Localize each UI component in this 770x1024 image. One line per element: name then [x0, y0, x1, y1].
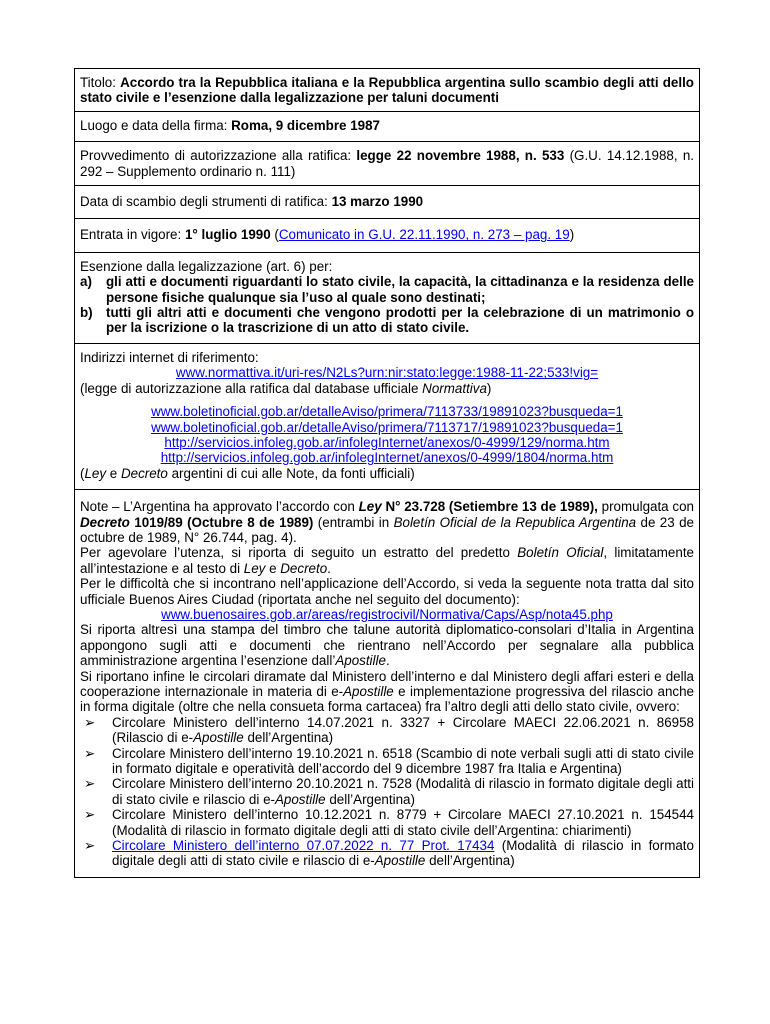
note-text: Per agevolare l’utenza, si riporta di seguito un estratto del predetto [80, 545, 518, 561]
normattiva-link[interactable]: www.normattiva.it/uri-res/N2Ls?urn:nir:stato:legge:1988-11-22;533!vig= [175, 365, 599, 381]
circular-text: Circolare Ministero dell’interno 19.10.2021 n. 6518 (Scambio di note verbali sugli atti di stato civile in formato digitale e operatività dell’accordo del 9 dicembre 1987 fra Italia e Argentina) [112, 745, 694, 777]
note-text: argentini di cui alle Note, da fonti ufficiali) [167, 465, 415, 481]
exemption-cell [75, 252, 700, 343]
entry-close: ) [569, 227, 575, 243]
note-text-italic: Normattiva [422, 380, 487, 396]
place-label: Luogo e data della firma: [80, 117, 232, 133]
item-text: tutti gli altri atti e documenti che vengono prodotti per la celebrazione di un matrimonio o per la iscrizione o la trascrizione di un atto di stato civile. [106, 305, 694, 336]
note-text-italic: Ley [243, 560, 266, 576]
entry-row [75, 219, 700, 252]
title-cell [75, 69, 700, 112]
entry-gazette-link[interactable]: Comunicato in G.U. 22.11.1990, n. 273 – pag. 19 [278, 227, 570, 243]
authorization-suffix: (G.U. 14.12.1988, n. 292 – Supplemento ordinario n. 111) [80, 148, 694, 179]
arrow-bullet-icon: ➢ [84, 714, 96, 730]
note-text: Note – L’Argentina ha approvato l’accordo con [80, 499, 359, 515]
links-intro: Indirizzi internet di riferimento: [80, 349, 259, 365]
exchange-cell [75, 186, 700, 219]
entry-cell [75, 219, 700, 252]
note-text-italic: Apostille [193, 730, 244, 746]
note-paragraph-5 [80, 669, 694, 715]
entry-label: Entrata in vigore: [80, 227, 185, 243]
circular-link[interactable]: Circolare Ministero dell’interno 07.07.2022 n. 77 Prot. 17434 [112, 838, 495, 854]
list-item [80, 715, 694, 746]
note-text: e implementazione progressiva del rilascio anche in forma digitale (oltre che nella consueta forma cartacea) fra l’altro degli atti dello stato civile, ovvero: [80, 684, 694, 715]
note-text: , limitatamente all’intestazione e al testo di [80, 545, 694, 576]
authorization-value: legge 22 novembre 1988, n. 533 [356, 148, 565, 164]
title-value: Accordo tra la Repubblica italiana e la Repubblica argentina sullo scambio degli atti dello stato civile e l’esenzione dalla legalizzazione per taluni documenti [80, 75, 694, 106]
note-text-bold: N° 23.728 (Setiembre 13 de 1989), [381, 499, 598, 515]
item-text: gli atti e documenti riguardanti lo stato civile, la capacità, la cittadinanza e la residenza delle persone fisiche qualunque sia l’uso al quale sono destinati; [106, 274, 694, 305]
boletin-link-2[interactable]: www.boletinoficial.gob.ar/detalleAviso/primera/7113717/19891023?busqueda=1 [151, 419, 623, 435]
note-row [75, 490, 700, 878]
place-value: Roma, 9 dicembre 1987 [231, 117, 380, 133]
note-text-italic: Decreto [120, 465, 168, 481]
note-text-italic: Apostille [343, 684, 394, 699]
note-text-italic: Decreto [280, 560, 328, 576]
note-text: (Modalità di rilascio in formato digitale degli atti di stato civile e rilascio di e- [112, 838, 694, 869]
links-note-2 [80, 466, 694, 481]
entry-value: 1° luglio 1990 [184, 227, 271, 243]
list-item [80, 746, 694, 777]
note-text-italic: Boletín Oficial [517, 545, 604, 561]
note-text-italic: Apostille [335, 653, 386, 669]
authorization-cell [75, 142, 700, 186]
note-text-italic: Ley [84, 465, 107, 481]
list-item [80, 776, 694, 807]
list-item [80, 305, 694, 336]
note-paragraph-2 [80, 545, 694, 576]
note-paragraph-3: Per le difficoltà che si incontrano nell’applicazione dell’Accordo, si veda la seguente nota tratta dal sito ufficiale Buenos Aires Ciudad (riportata anche nel seguito del documento): [80, 576, 694, 607]
note-text: dell’Argentina) [325, 791, 415, 807]
note-text: . [385, 653, 390, 669]
note-text: ) [486, 380, 492, 396]
title-label: Titolo: [80, 75, 121, 90]
boletin-link-1[interactable]: www.boletinoficial.gob.ar/detalleAviso/primera/7113733/19891023?busqueda=1 [151, 404, 623, 420]
place-cell [75, 111, 700, 141]
arrow-bullet-icon: ➢ [84, 776, 96, 792]
note-text: (entrambi in [313, 514, 394, 530]
note-text: . [327, 560, 331, 576]
links-note-1 [80, 381, 694, 396]
exchange-value: 13 marzo 1990 [331, 194, 424, 210]
note-text: e [106, 465, 121, 481]
buenosaires-link[interactable]: www.buenosaires.gob.ar/areas/registrocivil/Normativa/Caps/Asp/nota45.php [161, 606, 613, 622]
list-item [80, 274, 694, 305]
note-text: dell’Argentina) [425, 853, 515, 869]
note-text-italic: Apostille [274, 791, 326, 807]
arrow-bullet-icon: ➢ [84, 807, 96, 823]
circular-text: Circolare Ministero dell’interno 10.12.2021 n. 8779 + Circolare MAECI 27.10.2021 n. 154544 (Modalità di rilascio in formato digitale degli atti di stato civile dell’Argentina: chiarimenti) [112, 807, 694, 838]
note-cell [75, 490, 700, 878]
circular-text [112, 838, 694, 869]
links-cell [75, 343, 700, 489]
note-text: Si riportano infine le circolari diramate dal Ministero dell’interno e dal Ministero degli affari esteri e della cooperazione internazionale in materia di e- [80, 668, 694, 699]
item-number: b) [80, 305, 93, 321]
note-paragraph-1 [80, 499, 694, 545]
note-text: Circolare Ministero dell’interno 20.10.2021 n. 7528 (Modalità di rilascio in formato digitale degli atti di stato civile e rilascio di e- [112, 776, 694, 807]
list-item [80, 838, 694, 869]
arrow-bullet-icon: ➢ [84, 745, 96, 761]
note-text-italic: Apostille [374, 853, 426, 869]
exchange-label: Data di scambio degli strumenti di ratifica: [80, 194, 332, 210]
note-text: Circolare Ministero dell’interno 14.07.2021 n. 3327 + Circolare MAECI 22.06.2021 n. 86958 (Rilascio di e- [112, 714, 694, 746]
exemption-row [75, 252, 700, 343]
authorization-label: Provvedimento di autorizzazione alla ratifica: [80, 148, 357, 164]
links-row [75, 343, 700, 489]
circular-text [112, 776, 694, 807]
infoleg-link-2[interactable]: http://servicios.infoleg.gob.ar/infolegInternet/anexos/0-4999/1804/norma.htm [160, 450, 614, 466]
authorization-row [75, 142, 700, 186]
note-paragraph-4 [80, 622, 694, 668]
title-row [75, 69, 700, 112]
note-text: ( [80, 465, 85, 481]
list-item [80, 807, 694, 838]
note-text-bold-italic: Decreto [80, 514, 130, 530]
circular-text [112, 715, 694, 746]
exemption-list [80, 274, 694, 336]
note-text: promulgata con [597, 499, 694, 515]
note-text: (legge di autorizzazione alla ratifica dal database ufficiale [80, 380, 423, 396]
note-text: dell’Argentina) [243, 730, 334, 746]
entry-open: ( [270, 227, 279, 243]
note-text-italic: Boletín Oficial de la Republica Argentina [393, 514, 637, 530]
note-text-bold: 1019/89 (Octubre 8 de 1989) [129, 514, 314, 530]
note-text-bold-italic: Ley [358, 499, 382, 515]
note-text: e [265, 560, 281, 576]
exchange-row [75, 186, 700, 219]
exemption-intro: Esenzione dalla legalizzazione (art. 6) per: [80, 258, 333, 274]
infoleg-link-1[interactable]: http://servicios.infoleg.gob.ar/infolegInternet/anexos/0-4999/129/norma.htm [164, 434, 610, 450]
document-table [74, 68, 700, 878]
note-text: de 23 de octubre de 1989, N° 26.744, pag. 4). [80, 514, 694, 545]
place-row [75, 111, 700, 141]
circular-list [80, 715, 694, 869]
arrow-bullet-icon: ➢ [84, 838, 96, 854]
item-number: a) [80, 274, 92, 290]
note-text: Si riporta altresì una stampa del timbro che talune autorità diplomatico-consolari d’Italia in Argentina appongono sugli atti e documenti che rientrano nell’Accordo per segnalare alla pubblica amministrazione argentina l’esenzione dall’ [80, 622, 694, 669]
